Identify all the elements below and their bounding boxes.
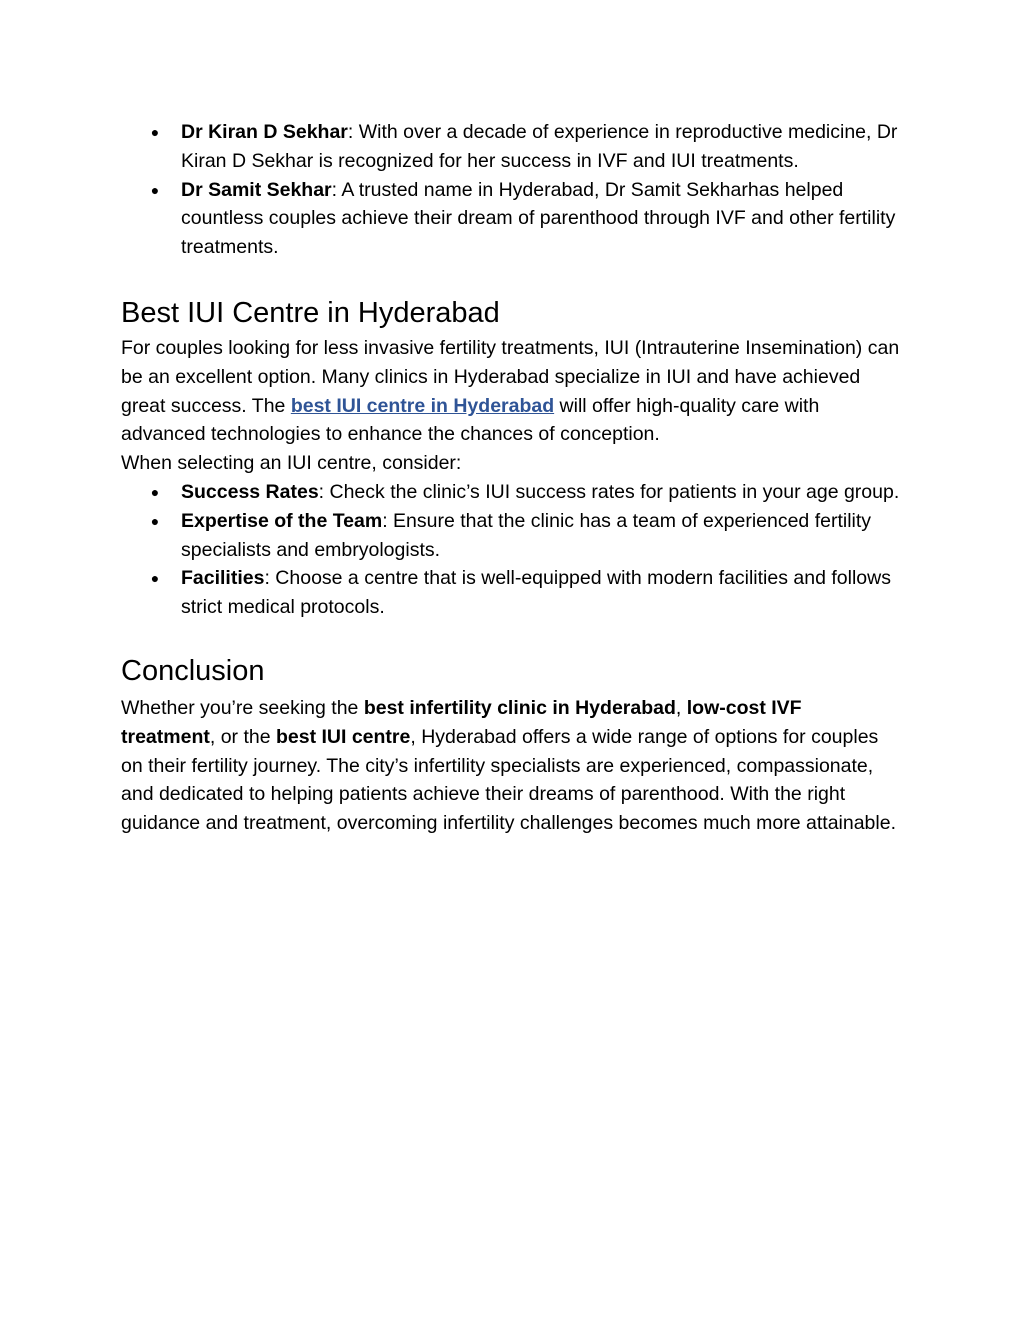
doctor-name: Dr Kiran D Sekhar [181,121,348,143]
iui-intro-text-continued: will offer high-quality care with advanced technologies to enhance the chances of conception. [121,394,820,446]
doctor-name: Dr Samit Sekhar [181,178,332,201]
criterion-term: Facilities [181,567,265,590]
conclusion-text: , or the [209,725,276,748]
list-item [121,478,901,507]
criterion-term: Success Rates [181,480,319,503]
best-iui-centre-link[interactable]: best IUI centre in Hyderabad [290,394,555,417]
bullet-icon: ● [150,483,160,500]
list-item [121,118,901,176]
conclusion-heading: Conclusion [121,654,265,687]
criterion-description: : Choose a centre that is well-equipped with modern facilities and follows strict medical protocols. [181,567,891,619]
bullet-icon: ● [150,181,160,198]
conclusion-emphasis: best IUI centre [275,725,411,748]
criterion-description: : Ensure that the clinic has a team of experienced fertility specialists and embryologists. [181,509,872,561]
doctors-list [121,118,901,262]
criteria-list [121,478,901,622]
bullet-icon: ● [150,124,160,140]
iui-section-heading: Best IUI Centre in Hyderabad [121,296,500,329]
conclusion-text: , Hyderabad offers a wide range of options for couples on their fertility journey. The city’s infertility specialists are experienced, compassionate, and dedicated to helping patients achieve their dreams of parenthood. With the right guidance and treatment, overcoming infertility challenges becomes much more attainable. [121,725,897,835]
iui-intro-text: For couples looking for less invasive fertility treatments, IUI (Intrauterine Insemination) can be an excellent option. Many clinics in Hyderabad specialize in IUI and have achieved great success. The [121,336,900,417]
list-item [121,507,901,565]
iui-intro-paragraph [121,334,901,449]
doctor-description: : A trusted name in Hyderabad, Dr Samit Sekharhas helped countless couples achieve their dream of parenthood through IVF and other fertility treatments. [181,178,896,259]
bullet-icon: ● [150,570,160,587]
list-item [121,176,901,262]
conclusion-paragraph [121,694,901,838]
conclusion-text: Whether you’re seeking the [121,696,364,719]
bullet-icon: ● [150,512,160,529]
conclusion-text: , [675,696,687,719]
criterion-description: : Check the clinic’s IUI success rates for patients in your age group. [318,480,900,503]
conclusion-emphasis: low-cost IVF treatment [121,696,802,748]
list-item [121,564,901,622]
doctor-description: : With over a decade of experience in reproductive medicine, Dr Kiran D Sekhar is recognized for her success in IVF and IUI treatments. [181,121,898,172]
consider-line: When selecting an IUI centre, consider: [121,452,462,475]
document-page [121,118,901,838]
conclusion-emphasis: best infertility clinic in Hyderabad [363,696,676,719]
criterion-term: Expertise of the Team [181,509,383,532]
